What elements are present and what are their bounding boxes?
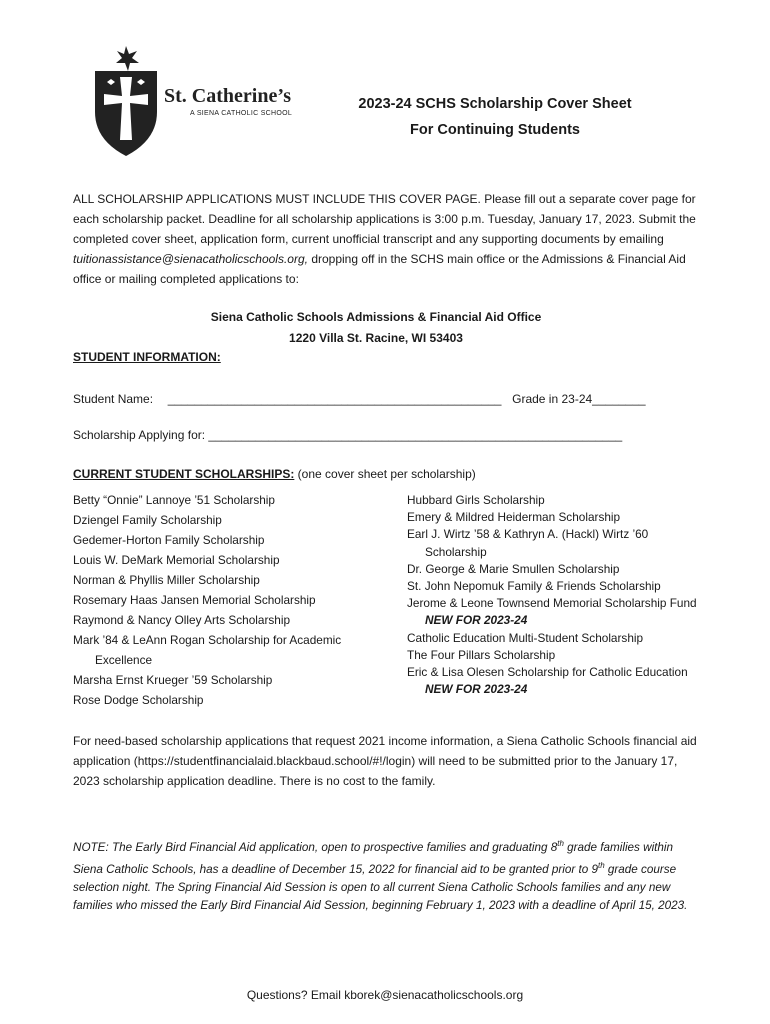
need-based-paragraph: For need-based scholarship applications that request 2021 income information, a Siena Catholic Schools financial aid application (https://studentfinancialaid.blackbaud.school/#!/login) will need to be submitted prior to the January 17, 2023 scholarship application deadline. There is no cost to the family. [73,734,697,788]
scholarship-applying-label: Scholarship Applying for: [73,428,206,442]
page-subtitle: For Continuing Students [410,122,580,138]
scholarship-applying-row [73,428,622,442]
note-text-2: grade families within Siena Catholic Schools, has a deadline of December 15, 2022 for financial aid to be granted prior to 9 [73,840,674,876]
student-name-field[interactable]: __________________________________________________ [167,392,502,406]
note-sup-1: th [557,839,564,848]
scholarship-item-label: Catholic Education Multi-Student Scholarship [407,630,644,645]
scholarship-item: Dziengel Family Scholarship [73,513,222,527]
school-logo [92,44,307,160]
scholarship-item [407,664,707,698]
scholarship-item-label: Eric & Lisa Olesen Scholarship for Catholic Education [407,665,688,680]
student-name-label: Student Name: [73,392,154,406]
scholarship-item: Norman & Phyllis Miller Scholarship [73,573,260,587]
scholarship-item [407,492,707,509]
student-info-heading: STUDENT INFORMATION: [73,350,221,364]
scholarship-applying-field[interactable]: ______________________________________________________________ [208,428,623,442]
scholarship-item [407,595,707,629]
page-title: 2023-24 SCHS Scholarship Cover Sheet [358,96,632,112]
scholarship-item-label: Earl J. Wirtz ’58 & Kathryn A. (Hackl) Wirtz ’60 Scholarship [407,527,649,559]
early-bird-note [73,835,703,915]
note-text-1: NOTE: The Early Bird Financial Aid application, open to prospective families and graduating 8 [73,840,558,854]
scholarship-item [407,647,707,664]
scholarship-item-label: Hubbard Girls Scholarship [407,493,545,507]
student-name-row [73,392,646,406]
scholarships-heading-row [73,467,476,481]
svg-text:St. Catherine’s: St. Catherine’s [164,85,292,107]
scholarship-item-label: Jerome & Leone Townsend Memorial Scholarship Fund [407,596,697,611]
scholarship-item: Betty “Onnie” Lannoye ’51 Scholarship [73,493,275,507]
scholarship-item-label: Dr. George & Marie Smullen Scholarship [407,561,620,576]
office-address: 1220 Villa St. Racine, WI 53403 [289,331,463,345]
scholarships-heading: CURRENT STUDENT SCHOLARSHIPS: [73,467,295,481]
contact-footer: Questions? Email kborek@sienacatholicschools.org [246,988,524,1002]
scholarship-item-label: The Four Pillars Scholarship [407,647,556,662]
scholarship-item: Louis W. DeMark Memorial Scholarship [73,553,280,567]
grade-field[interactable]: Grade in 23-24________ [512,392,646,406]
note-sup-2: th [597,860,605,870]
intro-paragraph [73,189,703,289]
note-text-3: grade course selection night. The Spring Financial Aid Session is open to all current Siena Catholic Schools families and any new families who missed the Early Bird Financial Aid Session, beginning February 1, 2023 with a deadline of April 15, 2023. [73,862,688,912]
scholarship-item: Raymond & Nancy Olley Arts Scholarship [73,613,291,627]
scholarship-item: Rose Dodge Scholarship [73,693,204,707]
new-badge: NEW FOR 2023-24 [425,682,528,697]
scholarship-item: Marsha Ernst Krueger ’59 Scholarship [73,673,273,687]
scholarship-item-label: St. John Nepomuk Family & Friends Scholarship [407,579,661,594]
svg-text:A SIENA CATHOLIC SCHOOL: A SIENA CATHOLIC SCHOOL [190,110,293,117]
scholarship-item: Rosemary Haas Jansen Memorial Scholarship [73,593,316,607]
intro-text-end: dropping off in the SCHS main office or the Admissions & Financial Aid office or mailing completed applications to: [73,252,686,286]
office-name: Siena Catholic Schools Admissions & Financial Aid Office [210,310,542,324]
scholarship-list-left [73,490,373,710]
crest-icon [92,44,307,160]
intro-text: ALL SCHOLARSHIP APPLICATIONS MUST INCLUDE THIS COVER PAGE. Please fill out a separate cover page for each scholarship packet. Deadline for all scholarship applications is 3:00 p.m. Tuesday, January 17, 2023. Submit the completed cover sheet, application form, current unofficial transcript and any supporting documents by emailing [73,192,696,246]
submission-email[interactable]: tuitionassistance@sienacatholicschools.org, [73,252,308,266]
scholarship-item [407,526,707,560]
scholarship-item [407,561,707,578]
scholarships-subheading: (one cover sheet per scholarship) [294,467,476,481]
scholarship-item: Mark ’84 & LeAnn Rogan Scholarship for Academic Excellence [73,633,342,667]
scholarship-list-right [407,492,707,698]
scholarship-item [407,509,707,526]
scholarship-item: Gedemer-Horton Family Scholarship [73,533,265,547]
scholarship-item-label: Emery & Mildred Heiderman Scholarship [407,510,621,525]
scholarship-item [407,578,707,595]
scholarship-item [407,630,707,647]
new-badge: NEW FOR 2023-24 [425,613,528,628]
